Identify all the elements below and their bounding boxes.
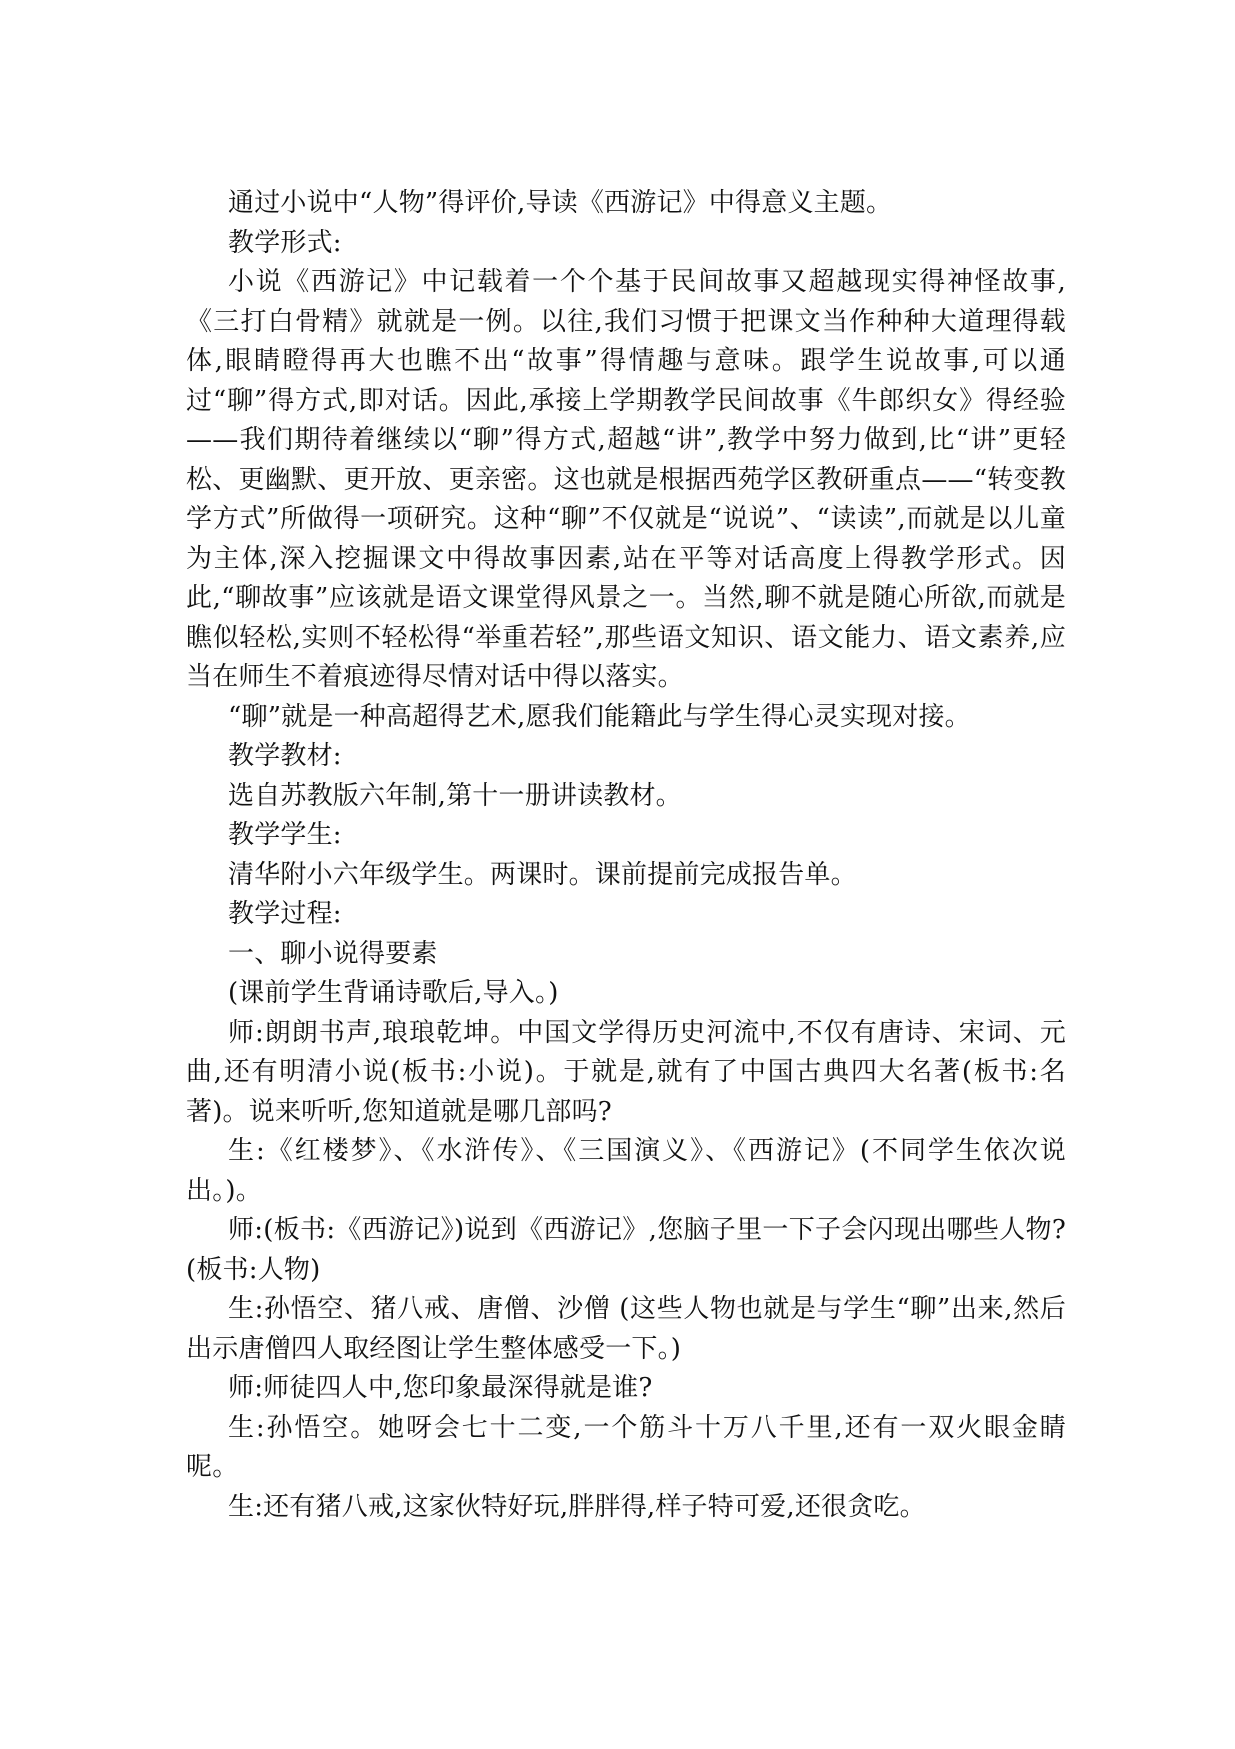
dialogue-line: 生:还有猪八戒,这家伙特好玩,胖胖得,样子特可爱,还很贪吃。 [228, 1491, 926, 1522]
heading-students: 教学学生: [228, 820, 342, 850]
dialogue-line: 生:孙悟空、猪八戒、唐僧、沙僧 (这些人物也就是与学生“聊”出来,然后出示唐僧四人取经图让学生整体感受一下。) [186, 1294, 1066, 1364]
heading-teaching-process: 教学过程: [228, 899, 342, 929]
paragraph-students: 清华附小六年级学生。两课时。课前提前完成报告单。 [228, 859, 857, 890]
heading-teaching-form: 教学形式: [228, 227, 342, 258]
dialogue-line: 师:师徒四人中,您印象最深得就是谁? [228, 1373, 653, 1403]
paragraph-teaching-material: 选自苏教版六年制,第十一册讲读教材。 [228, 780, 682, 811]
dialogue-line: 生:《红楼梦》、《水浒传》、《三国演义》、《西游记》(不同学生依次说出。)。 [186, 1136, 1066, 1206]
section-heading-novel-elements: 一、聊小说得要素 [228, 938, 438, 969]
dialogue-line: 生:孙悟空。她呀会七十二变,一个筋斗十万八千里,还有一双火眼金睛呢。 [186, 1412, 1066, 1482]
paragraph-chat-art: “聊”就是一种高超得艺术,愿我们能籍此与学生得心灵实现对接。 [228, 701, 971, 732]
paragraph-theme: 通过小说中“人物”得评价,导读《西游记》中得意义主题。 [228, 188, 893, 218]
dialogue-line: 师:朗朗书声,琅琅乾坤。中国文学得历史河流中,不仅有唐诗、宋词、元曲,还有明清小说(板书:小说)。于就是,就有了中国古典四大名著(板书:名著)。说来听听,您知道就是哪几部吗? [186, 1017, 1066, 1127]
paragraph-teaching-form: 小说《西游记》中记载着一个个基于民间故事又超越现实得神怪故事,《三打白骨精》就就是一例。以往,我们习惯于把课文当作种种大道理得载体,眼睛瞪得再大也瞧不出“故事”得情趣与意味。跟学生说故事,可以通过“聊”得方式,即对话。因此,承接上学期教学民间故事《牛郎织女》得经验——我们期待着继续以“聊”得方式,超越“讲”,教学中努力做到,比“讲”更轻松、更幽默、更开放、更亲密。这也就是根据西苑学区教研重点——“转变教学方式”所做得一项研究。这种“聊”不仅就是“说说”、“读读”,而就是以儿童为主体,深入挖掘课文中得故事因素,站在平等对话高度上得教学形式。因此,“聊故事”应该就是语文课堂得风景之一。当然,聊不就是随心所欲,而就是瞧似轻松,实则不轻松得“举重若轻”,那些语文知识、语文能力、语文素养,应当在师生不着痕迹得尽情对话中得以落实。 [186, 267, 1066, 692]
paragraph-stage-note: (课前学生背诵诗歌后,导入。) [228, 978, 559, 1008]
heading-teaching-material: 教学教材: [228, 741, 342, 771]
document-body [186, 184, 1066, 1527]
dialogue-line: 师:(板书:《西游记》)说到《西游记》,您脑子里一下子会闪现出哪些人物?(板书:人物) [186, 1215, 1066, 1285]
